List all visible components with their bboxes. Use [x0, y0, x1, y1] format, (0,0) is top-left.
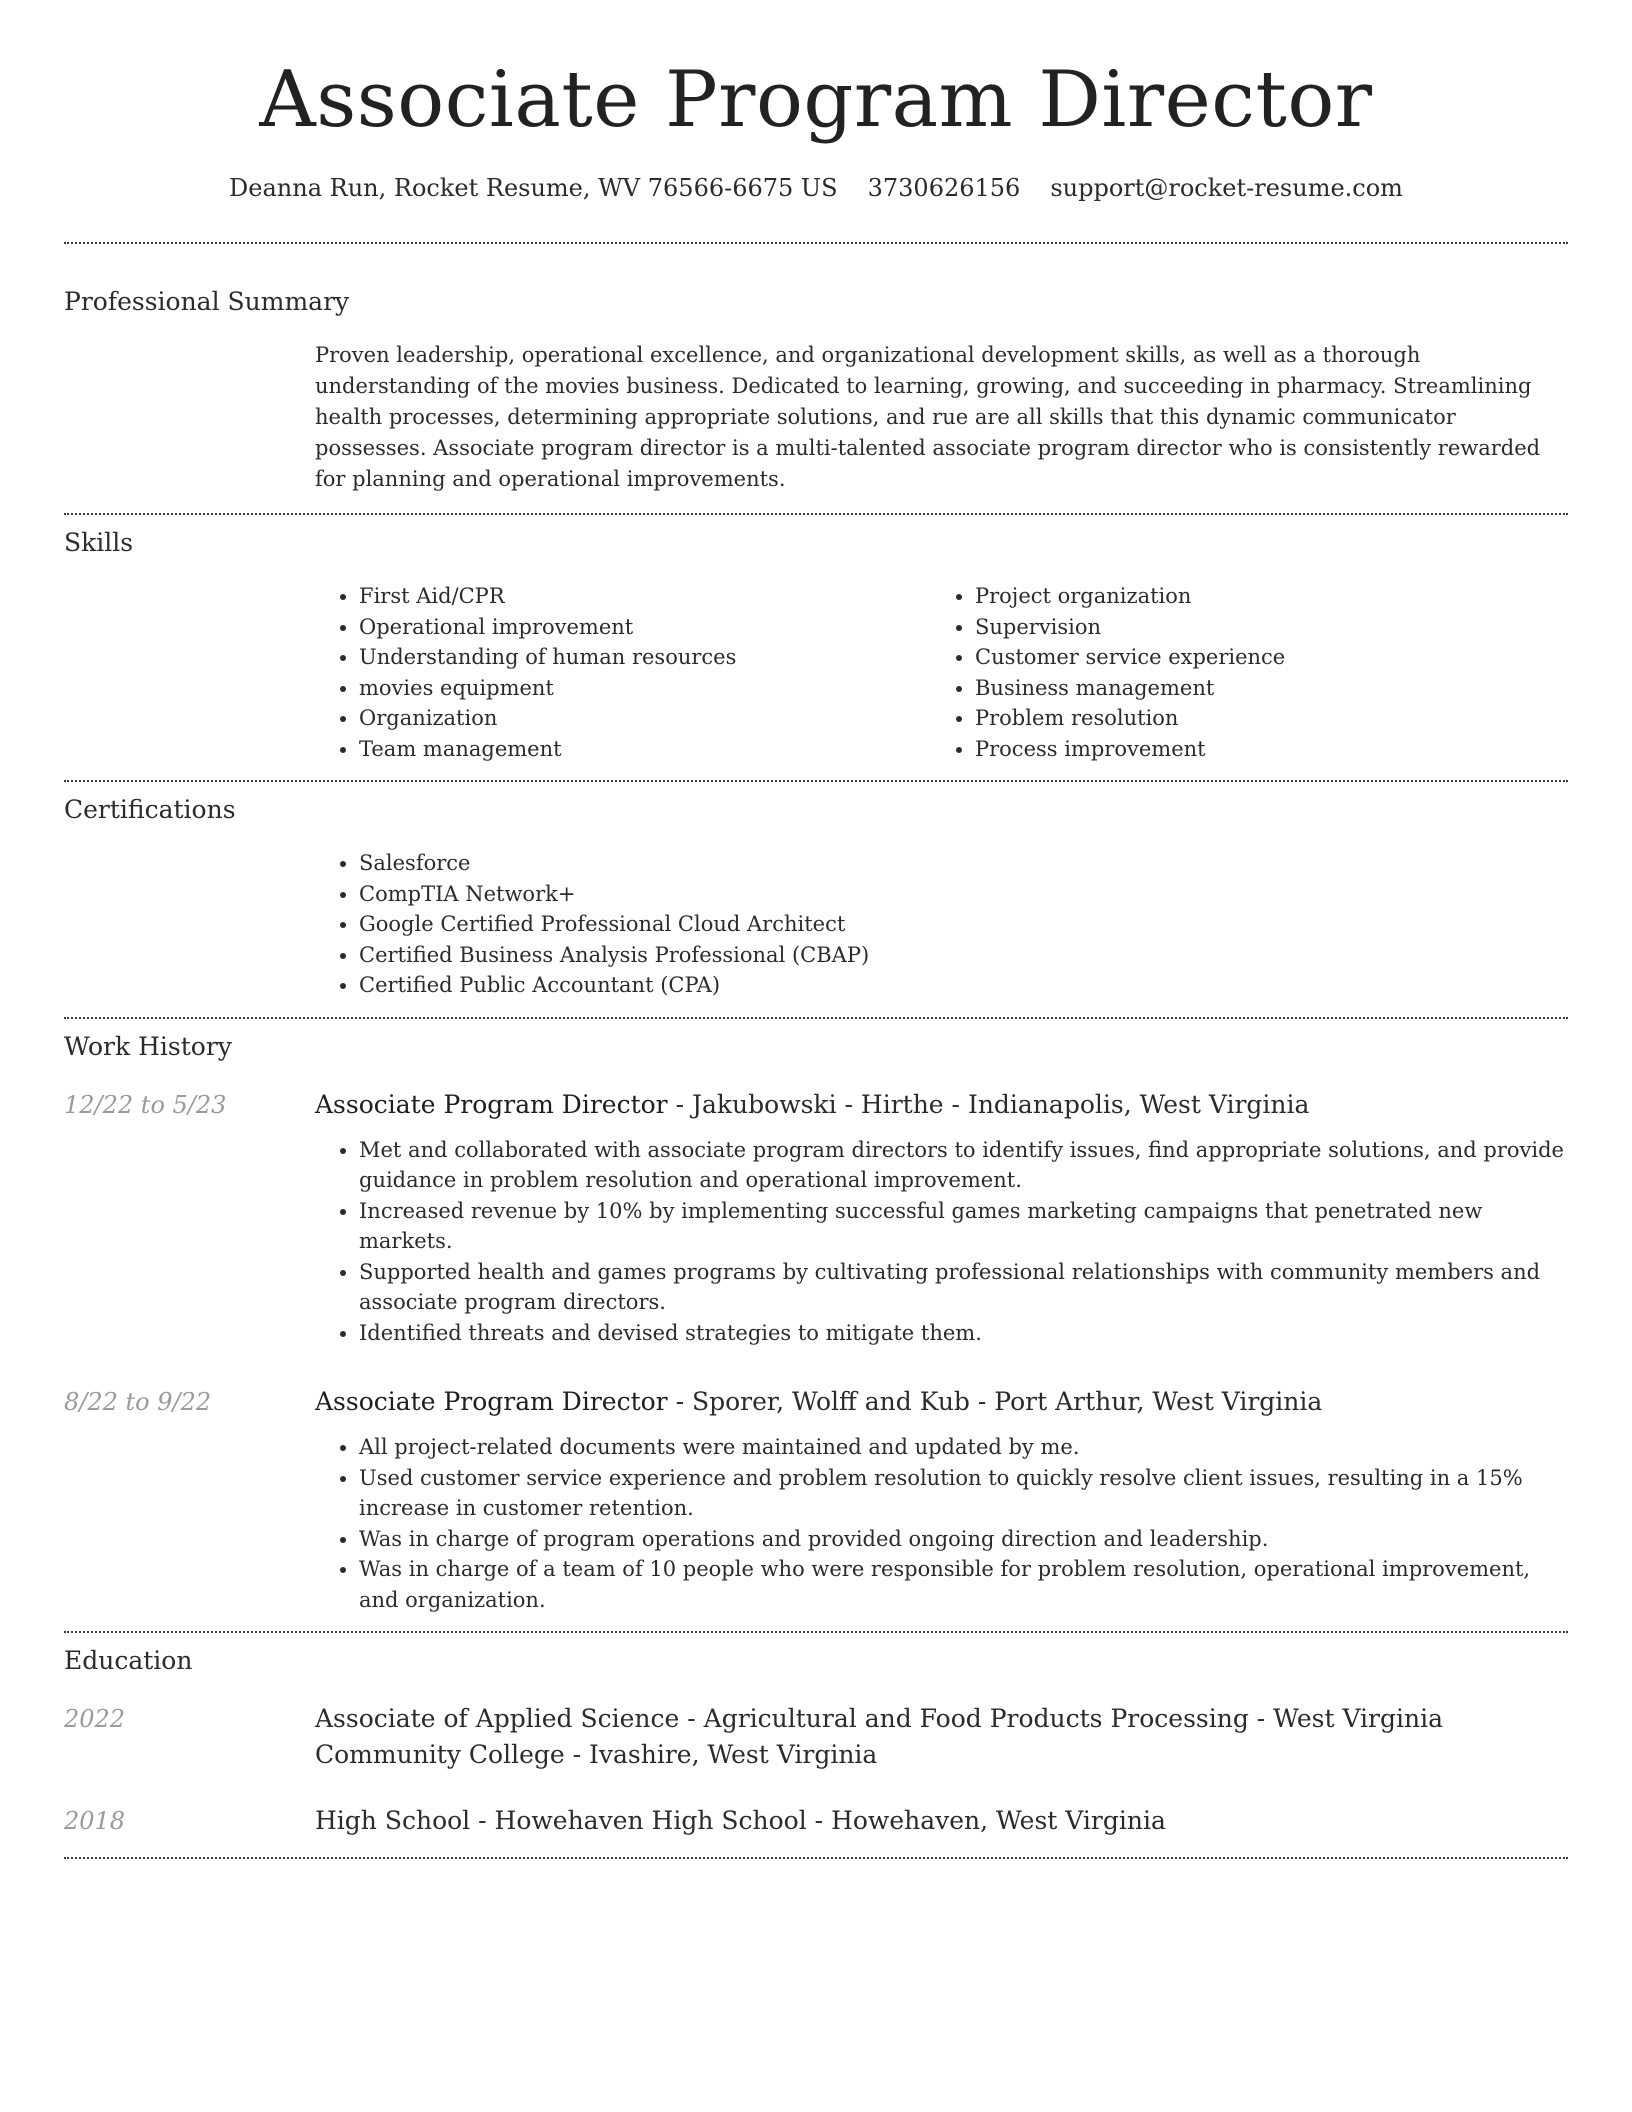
skill-item: • Project organization: [975, 581, 1547, 612]
job-dates: 12/22 to 5/23: [64, 1090, 227, 1119]
job-title: [315, 1087, 1568, 1123]
section-divider: [64, 1017, 1568, 1019]
certification-item: • Google Certified Professional Cloud Architect: [359, 909, 1568, 940]
skill-item: • First Aid/CPR: [359, 581, 931, 612]
job-role: Associate Program Director: [315, 1387, 668, 1416]
section-divider: [64, 242, 1568, 244]
skill-item: • Team management: [359, 734, 931, 765]
skill-item: • Customer service experience: [975, 642, 1547, 673]
contact-phone: 3730626156: [867, 174, 1021, 202]
job-entry: [64, 1087, 1568, 1349]
job-bullet: • Met and collaborated with associate program directors to identify issues, find appropriate solutions, and provide guidance in problem resolution and operational improvement.: [359, 1135, 1568, 1196]
skill-item: • movies equipment: [359, 673, 931, 704]
education-year: 2022: [64, 1705, 126, 1733]
skill-item: • Process improvement: [975, 734, 1547, 765]
skills-list: [315, 581, 1568, 764]
skill-item: • Operational improvement: [359, 612, 931, 643]
job-entry: [64, 1384, 1568, 1615]
work-history-heading: Work History: [64, 1031, 232, 1061]
education-entry: [64, 1803, 1568, 1839]
contact-line: [64, 172, 1568, 204]
section-divider: [64, 513, 1568, 515]
skill-item: • Supervision: [975, 612, 1547, 643]
skill-item: • Understanding of human resources: [359, 642, 931, 673]
job-dates: 8/22 to 9/22: [64, 1388, 212, 1416]
job-bullet: • Increased revenue by 10% by implementing successful games marketing campaigns that penetrated new markets.: [359, 1196, 1568, 1257]
job-bullets: [315, 1432, 1568, 1615]
summary-heading: Professional Summary: [64, 287, 350, 316]
summary-text: Proven leadership, operational excellence, and organizational development skills, as well as a thorough understanding of the movies business. Dedicated to learning, growing, and succeeding in pharmacy. Streamlining health processes, determining appropriate solutions, and rue are all skills that this dynamic communicator possesses. Associate program director is a multi-talented associate program director who is consistently rewarded for planning and operational improvements.: [315, 343, 1541, 491]
education-details: - West Virginia Community College - Ivashire, West Virginia: [315, 1704, 1444, 1769]
job-bullets: [315, 1135, 1568, 1349]
contact-address: Deanna Run, Rocket Resume, WV 76566-6675 US: [229, 174, 838, 202]
skill-item: • Organization: [359, 703, 931, 734]
job-details: - Jakubowski - Hirthe - Indianapolis, West Virginia: [667, 1089, 1310, 1119]
skill-item: • Business management: [975, 673, 1547, 704]
job-role: Associate Program Director: [315, 1089, 668, 1119]
contact-email: support@rocket-resume.com: [1050, 174, 1403, 202]
section-divider: [64, 780, 1568, 782]
resume-title: Associate Program Director: [259, 55, 1373, 145]
education-heading: Education: [64, 1646, 193, 1675]
job-bullet: • Supported health and games programs by cultivating professional relationships with community members and associate program directors.: [359, 1257, 1568, 1318]
skills-column-left: [315, 581, 931, 764]
skill-item: • Problem resolution: [975, 703, 1547, 734]
job-bullet: • All project-related documents were maintained and updated by me.: [359, 1432, 1568, 1463]
education-entry: [64, 1701, 1568, 1773]
job-bullet: • Identified threats and devised strategies to mitigate them.: [359, 1318, 1568, 1349]
education-degree: High School: [315, 1806, 471, 1835]
education-title: [315, 1701, 1568, 1773]
section-divider: [64, 1857, 1568, 1859]
job-bullet: • Was in charge of a team of 10 people who were responsible for problem resolution, operational improvement, and organization.: [359, 1554, 1568, 1615]
education-details: - Howehaven High School - Howehaven, West Virginia: [470, 1806, 1166, 1835]
certification-item: • CompTIA Network+: [359, 879, 1568, 910]
certifications-heading: Certifications: [64, 795, 236, 824]
education-title: [315, 1803, 1568, 1839]
education-degree: Associate of Applied Science - Agricultural and Food Products Processing: [315, 1704, 1249, 1733]
job-details: - Sporer, Wolff and Kub - Port Arthur, West Virginia: [667, 1387, 1323, 1416]
job-title: [315, 1384, 1568, 1420]
certification-item: • Certified Business Analysis Professional (CBAP): [359, 940, 1568, 971]
certifications-list: [315, 848, 1568, 1001]
education-year: 2018: [64, 1807, 126, 1835]
section-divider: [64, 1631, 1568, 1633]
skills-column-right: [931, 581, 1547, 764]
certification-item: • Salesforce: [359, 848, 1568, 879]
certification-item: • Certified Public Accountant (CPA): [359, 970, 1568, 1001]
job-bullet: • Used customer service experience and problem resolution to quickly resolve client issues, resulting in a 15% increase in customer retention.: [359, 1463, 1568, 1524]
skills-heading: Skills: [64, 528, 134, 557]
job-bullet: • Was in charge of program operations and provided ongoing direction and leadership.: [359, 1524, 1568, 1555]
